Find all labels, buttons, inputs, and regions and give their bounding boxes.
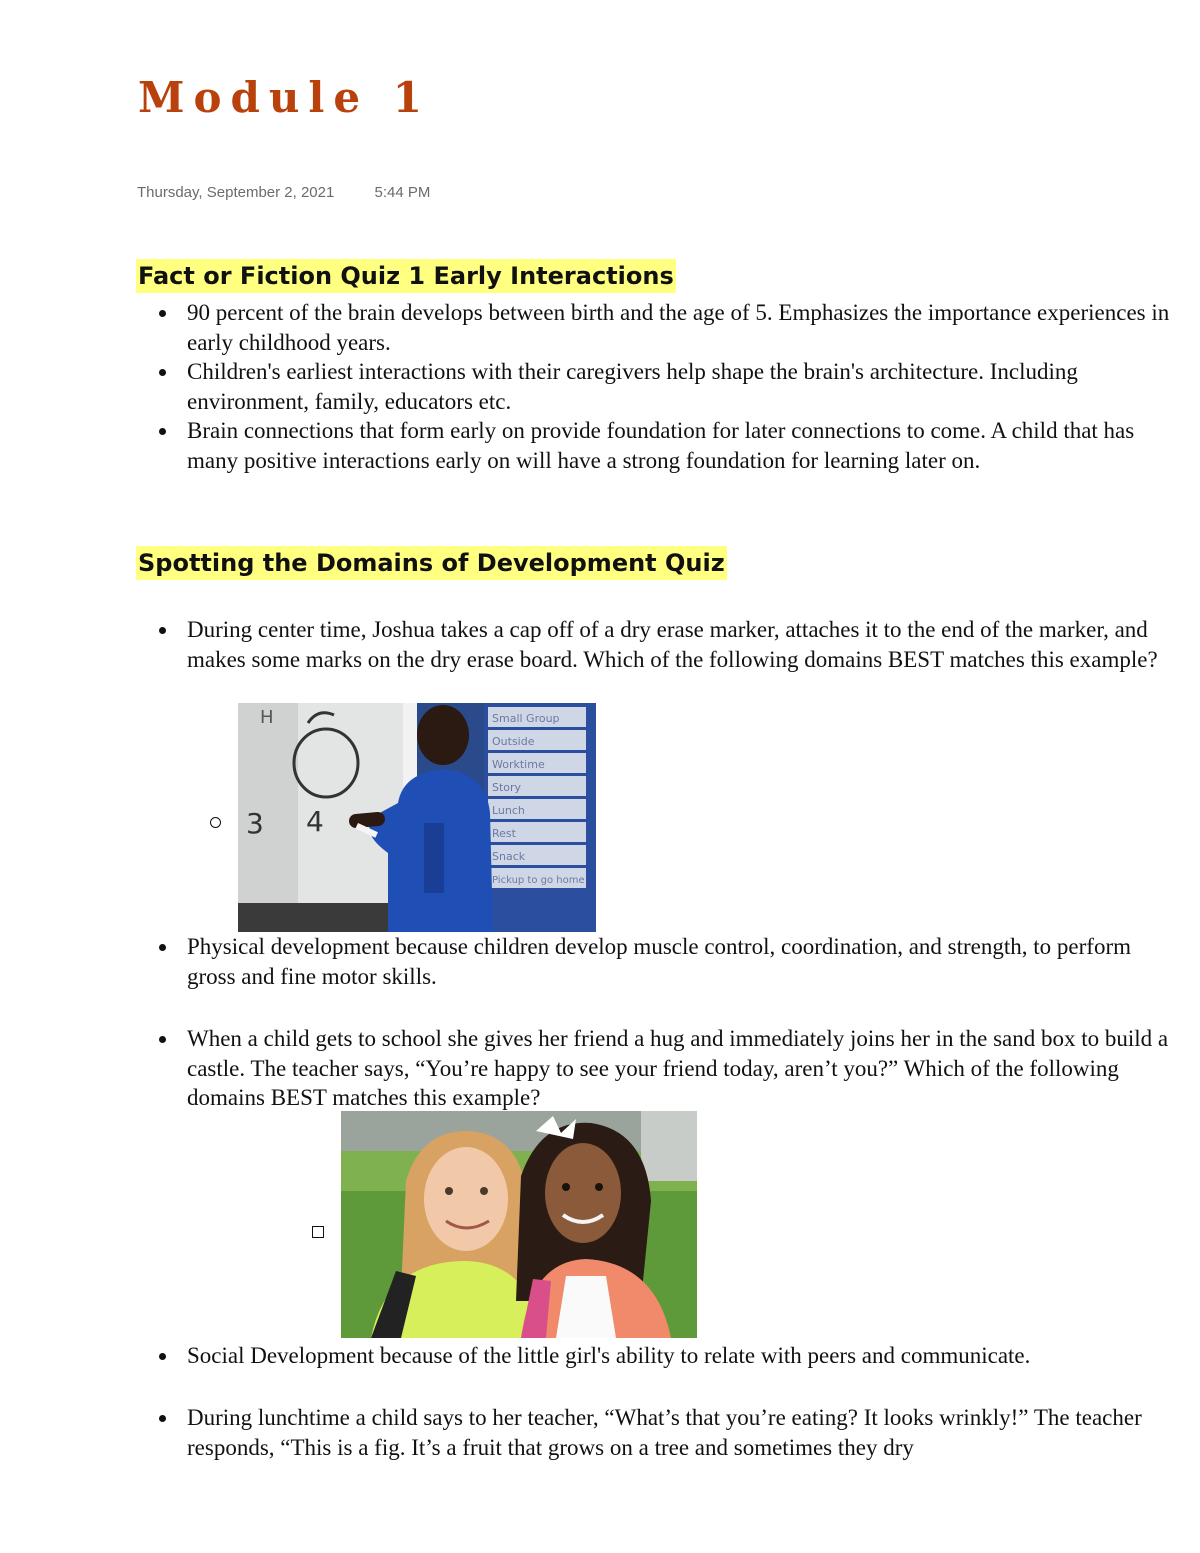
list-item: Children's earliest interactions with their caregivers help shape the brain's architecture. Including environment, family, educators etc. — [137, 357, 1182, 416]
girls-illustration — [341, 1111, 697, 1338]
photo-child-whiteboard — [238, 703, 596, 932]
page-title: Module 1 — [138, 73, 431, 122]
photo-two-girls — [341, 1111, 697, 1338]
question-fig: During lunchtime a child says to her teacher, “What’s that you’re eating? It looks wrinkly!” The teacher responds, “This is a fig. It’s a fruit that grows on a tree and sometimes they dry — [137, 1403, 1182, 1462]
svg-text:H: H — [260, 707, 274, 728]
chart-row: Small Group — [492, 712, 560, 725]
answer-physical: Physical development because children develop muscle control, coordination, and strength, to perform gross and fine motor skills. — [137, 932, 1182, 991]
sub-bullet-circle-icon — [210, 817, 221, 828]
chart-row: Lunch — [492, 804, 525, 817]
whiteboard-illustration — [238, 703, 596, 932]
chart-row: Story — [492, 781, 522, 794]
chart-row: Rest — [492, 827, 516, 840]
question-list-1 — [137, 615, 1182, 674]
section-heading-fact-or-fiction: Fact or Fiction Quiz 1 Early Interactions — [136, 259, 676, 293]
chart-row: Worktime — [492, 758, 545, 771]
list-item: Brain connections that form early on provide foundation for later connections to come. A child that has many positive interactions early on will have a strong foundation for learning later on. — [137, 416, 1182, 475]
page-date: Thursday, September 2, 2021 — [137, 184, 335, 201]
sub-bullet-square-icon — [312, 1226, 324, 1238]
list-item: 90 percent of the brain develops between birth and the age of 5. Emphasizes the importance experiences in early childhood years. — [137, 298, 1182, 357]
page-time: 5:44 PM — [374, 184, 431, 201]
question-list-2 — [137, 1024, 1182, 1113]
answer-list-2 — [137, 1341, 1182, 1371]
fact-bullet-list — [137, 298, 1182, 475]
page-meta — [137, 184, 430, 201]
svg-text:3: 3 — [246, 807, 264, 840]
question-hug: When a child gets to school she gives her friend a hug and immediately joins her in the sand box to build a castle. The teacher says, “You’re happy to see your friend today, aren’t you?” Which of the following domains BEST matches this example? — [137, 1024, 1182, 1113]
answer-social: Social Development because of the little girl's ability to relate with peers and communicate. — [137, 1341, 1182, 1371]
answer-list-1 — [137, 932, 1182, 991]
chart-row: Outside — [492, 735, 535, 748]
question-joshua: During center time, Joshua takes a cap off of a dry erase marker, attaches it to the end of the marker, and makes some marks on the dry erase board. Which of the following domains BEST matches this example? — [137, 615, 1182, 674]
question-list-3 — [137, 1403, 1182, 1462]
svg-text:4: 4 — [306, 805, 324, 838]
chart-row: Snack — [492, 850, 526, 863]
chart-row: Pickup to go home — [492, 875, 585, 886]
section-heading-domains-quiz: Spotting the Domains of Development Quiz — [136, 546, 727, 580]
